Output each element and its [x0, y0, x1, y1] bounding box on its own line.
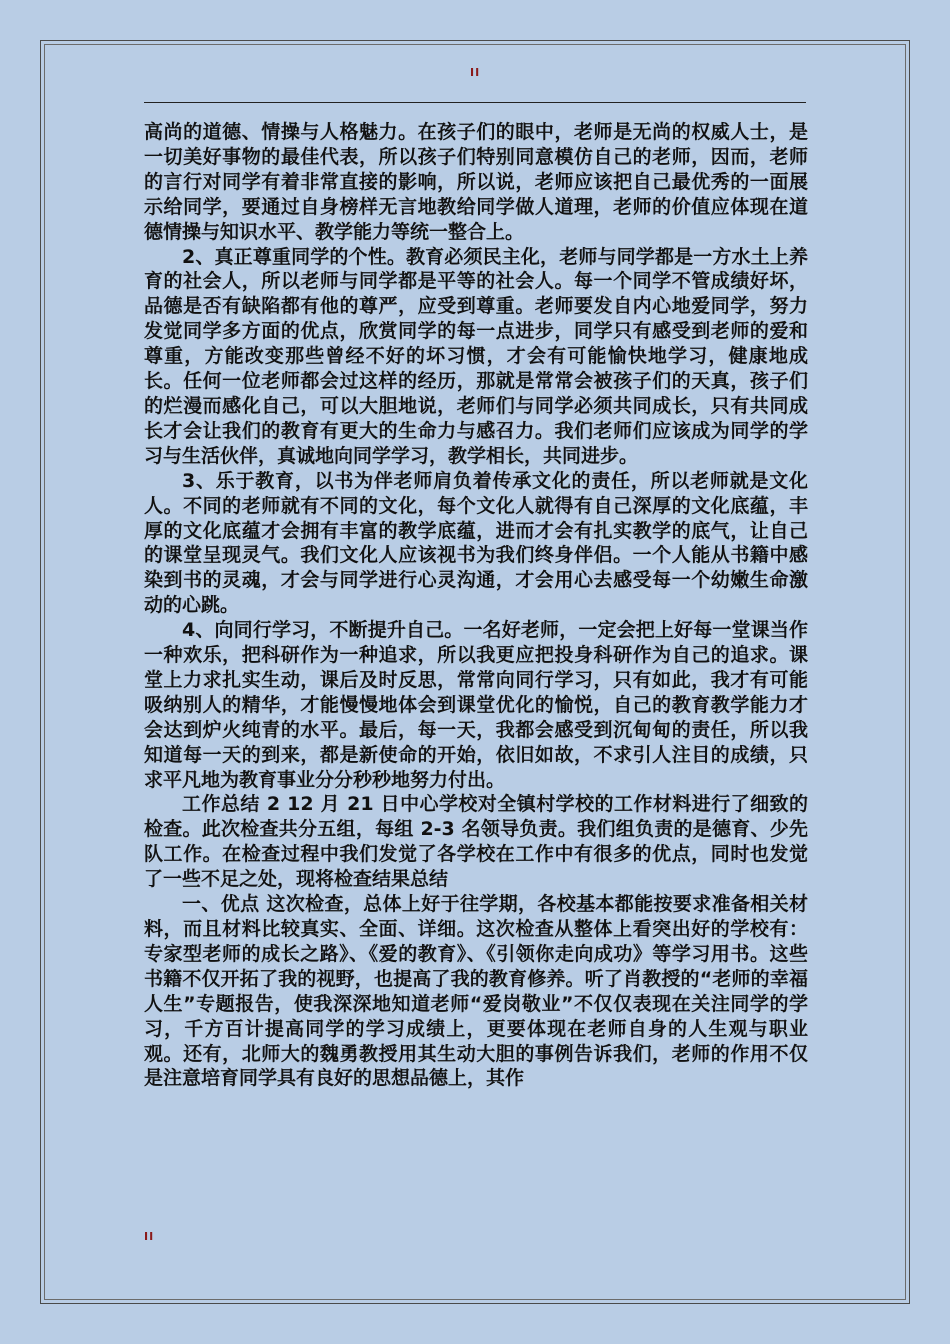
footer-mark: II	[144, 1230, 155, 1243]
paragraph: 高尚的道德、情操与人格魅力。在孩子们的眼中，老师是无尚的权威人士，是一切美好事物的最佳代表，所以孩子们特别同意模仿自己的老师，因而，老师的言行对同学有着非常直接的影响，所以说，老师应该把自己最优秀的一面展示给同学，要通过自身榜样无言地教给同学做人道理，老师的价值应体现在道德情操与知识水平、教学能力等统一整合上。	[144, 121, 808, 243]
document-body	[144, 120, 808, 1091]
header-mark: II	[470, 66, 481, 79]
paragraph: 一、优点 这次检查，总体上好于往学期，各校基本都能按要求准备相关材料，而且材料比较真实、全面、详细。这次检查从整体上看突出好的学校有：专家型老师的成长之路》、《爱的教育》、《引领你走向成功》等学习用书。这些书籍不仅开拓了我的视野，也提高了我的教育修养。听了肖教授的“老师的幸福人生”专题报告，使我深深地知道老师“爱岗敬业”不仅仅表现在关注同学的学习，千方百计提高同学的学习成绩上，更要体现在老师自身的人生观与职业观。还有，北师大的魏勇教授用其生动大胆的事例告诉我们，老师的作用不仅是注意培育同学具有良好的思想品德上，其作	[144, 893, 808, 1090]
paragraph: 3、乐于教育，以书为伴老师肩负着传承文化的责任，所以老师就是文化人。不同的老师就有不同的文化，每个文化人就得有自己深厚的文化底蕴，丰厚的文化底蕴才会拥有丰富的教学底蕴，进而才会有扎实教学的底气，让自己的课堂呈现灵气。我们文化人应该视书为我们终身伴侣。一个人能从书籍中感染到书的灵魂，才会与同学进行心灵沟通，才会用心去感受每一个幼嫩生命激动的心跳。	[144, 469, 808, 617]
paragraph: 4、向同行学习，不断提升自己。一名好老师，一定会把上好每一堂课当作一种欢乐，把科研作为一种追求，所以我更应把投身科研作为自己的追求。课堂上力求扎实生动，课后及时反思，常常向同行学习，只有如此，我才有可能吸纳别人的精华，才能慢慢地体会到课堂优化的愉悦，自己的教育教学能力才会达到炉火纯青的水平。最后，每一天，我都会感受到沉甸甸的责任，所以我知道每一天的到来，都是新使命的开始，依旧如故，不求引人注目的成绩，只求平凡地为教育事业分分秒秒地努力付出。	[144, 619, 808, 791]
paragraph: 2、真正尊重同学的个性。教育必须民主化，老师与同学都是一方水土上养育的社会人，所以老师与同学都是平等的社会人。每一个同学不管成绩好坏，品德是否有缺陷都有他的尊严，应受到尊重。老师要发自内心地爱同学，努力发觉同学多方面的优点，欣赏同学的每一点进步，同学只有感受到老师的爱和尊重，方能改变那些曾经不好的坏习惯，才会有可能愉快地学习，健康地成长。任何一位老师都会过这样的经历，那就是常常会被孩子们的天真，孩子们的烂漫而感化自己，可以大胆地说，老师们与同学必须共同成长，只有共同成长才会让我们的教育有更大的生命力与感召力。我们老师们应该成为同学的学习与生活伙伴，真诚地向同学学习，教学相长，共同进步。	[144, 245, 808, 467]
paragraph: 工作总结 2 12 月 21 日中心学校对全镇村学校的工作材料进行了细致的检查。此次检查共分五组，每组 2-3 名领导负责。我们组负责的是德育、少先队工作。在检查过程中我们发觉了各学校在工作中有很多的优点，同时也发觉了一些不足之处，现将检查结果总结	[144, 793, 808, 891]
header-rule	[144, 102, 806, 103]
